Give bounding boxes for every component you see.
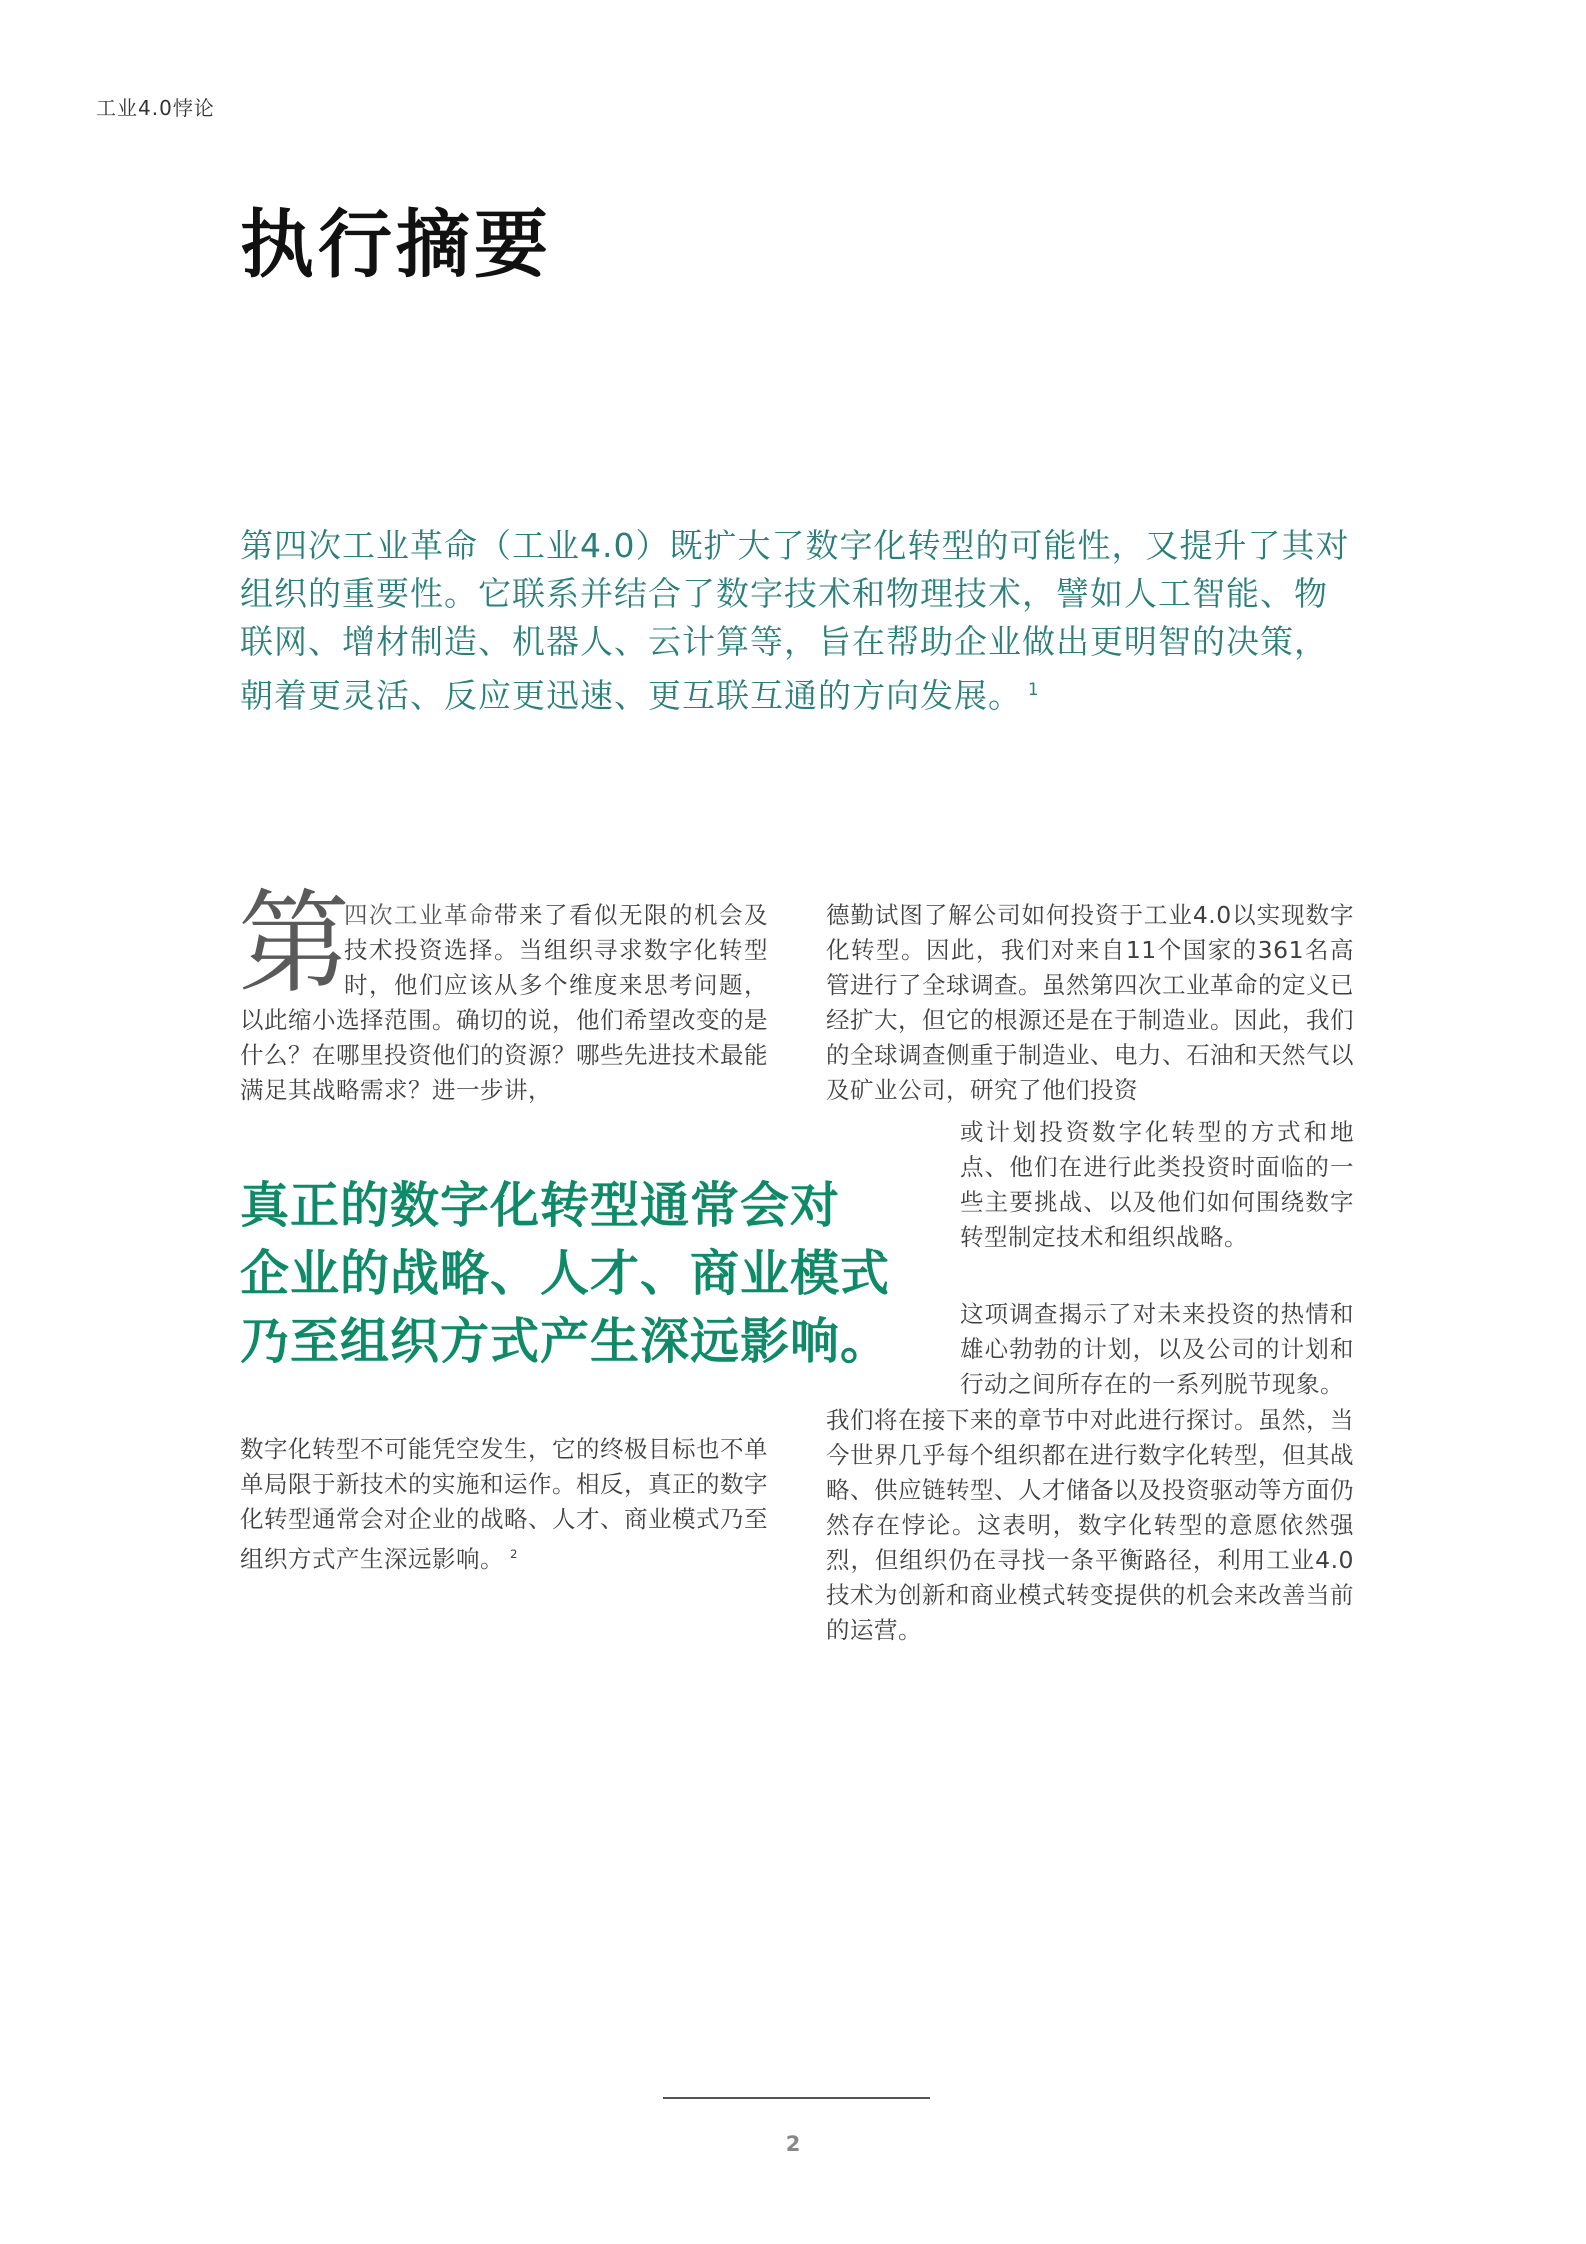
pull-quote-line: 乃至组织方式产生深远影响。 (240, 1313, 891, 1370)
footnote-marker: 2 (510, 1547, 518, 1561)
right-column-inset (960, 1115, 1354, 1255)
body-text: 数字化转型不可能凭空发生，它的终极目标也不单单局限于新技术的实施和运作。相反，真正的数字化转型通常会对企业的战略、人才、商业模式乃至组织方式产生深远影响。 (240, 1435, 768, 1573)
intro-paragraph (240, 522, 1360, 720)
body-paragraph: 德勤试图了解公司如何投资于工业4.0以实现数字化转型。因此，我们对来自11个国家的361名高管进行了全球调查。虽然第四次工业革命的定义已经扩大，但它的根源还是在于制造业。因此，我们的全球调查侧重于制造业、电力、石油和天然气以及矿业公司，研究了他们投资 (826, 901, 1354, 1104)
pull-quote-line: 企业的战略、人才、商业模式 (240, 1245, 891, 1302)
drop-cap: 第 (238, 879, 350, 1009)
body-paragraph: 这项调查揭示了对未来投资的热情和雄心勃勃的计划，以及公司的计划和行动之间所存在的一系列脱节现象。 (960, 1300, 1354, 1398)
right-column-inset (960, 1297, 1354, 1402)
page-title: 执行摘要 (240, 202, 552, 288)
running-header: 工业4.0悖论 (96, 96, 215, 120)
lead-in-text: 四次工业革命 (344, 901, 494, 929)
body-paragraph: 或计划投资数字化转型的方式和地点、他们在进行此类投资时面临的一些主要挑战、以及他们如何围绕数字转型制定技术和组织战略。 (960, 1118, 1354, 1251)
page-number: 2 (785, 2132, 801, 2156)
right-column-bottom (826, 1403, 1354, 1648)
pull-quote (240, 1172, 940, 1376)
intro-text: 第四次工业革命（工业4.0）既扩大了数字化转型的可能性，又提升了其对组织的重要性。它联系并结合了数字技术和物理技术，譬如人工智能、物联网、增材制造、机器人、云计算等，旨在帮助企业做出更明智的决策，朝着更灵活、反应更迅速、更互联互通的方向发展。 (240, 526, 1350, 715)
body-paragraph (240, 1432, 768, 1577)
right-column-top (826, 898, 1354, 1108)
body-text: 带来了看似无限的机会及技术投资选择。当组织寻求数字化转型时，他们应该从多个维度来思考问题，以此缩小选择范围。确切的说，他们希望改变的是什么？在哪里投资他们的资源？哪些先进技术最能满足其战略需求？进一步讲， (240, 901, 768, 1104)
footer-divider (663, 2097, 930, 2099)
left-column-bottom (240, 1432, 768, 1577)
body-paragraph: 我们将在接下来的章节中对此进行探讨。虽然，当今世界几乎每个组织都在进行数字化转型，但其战略、供应链转型、人才储备以及投资驱动等方面仍然存在悖论。这表明，数字化转型的意愿依然强烈，但组织仍在寻找一条平衡路径，利用工业4.0技术为创新和商业模式转变提供的机会来改善当前的运营。 (826, 1406, 1354, 1644)
pull-quote-line: 真正的数字化转型通常会对 (240, 1177, 841, 1234)
footnote-marker: 1 (1028, 680, 1040, 699)
drop-cap-paragraph (238, 879, 768, 1108)
left-column-top (238, 879, 768, 1108)
